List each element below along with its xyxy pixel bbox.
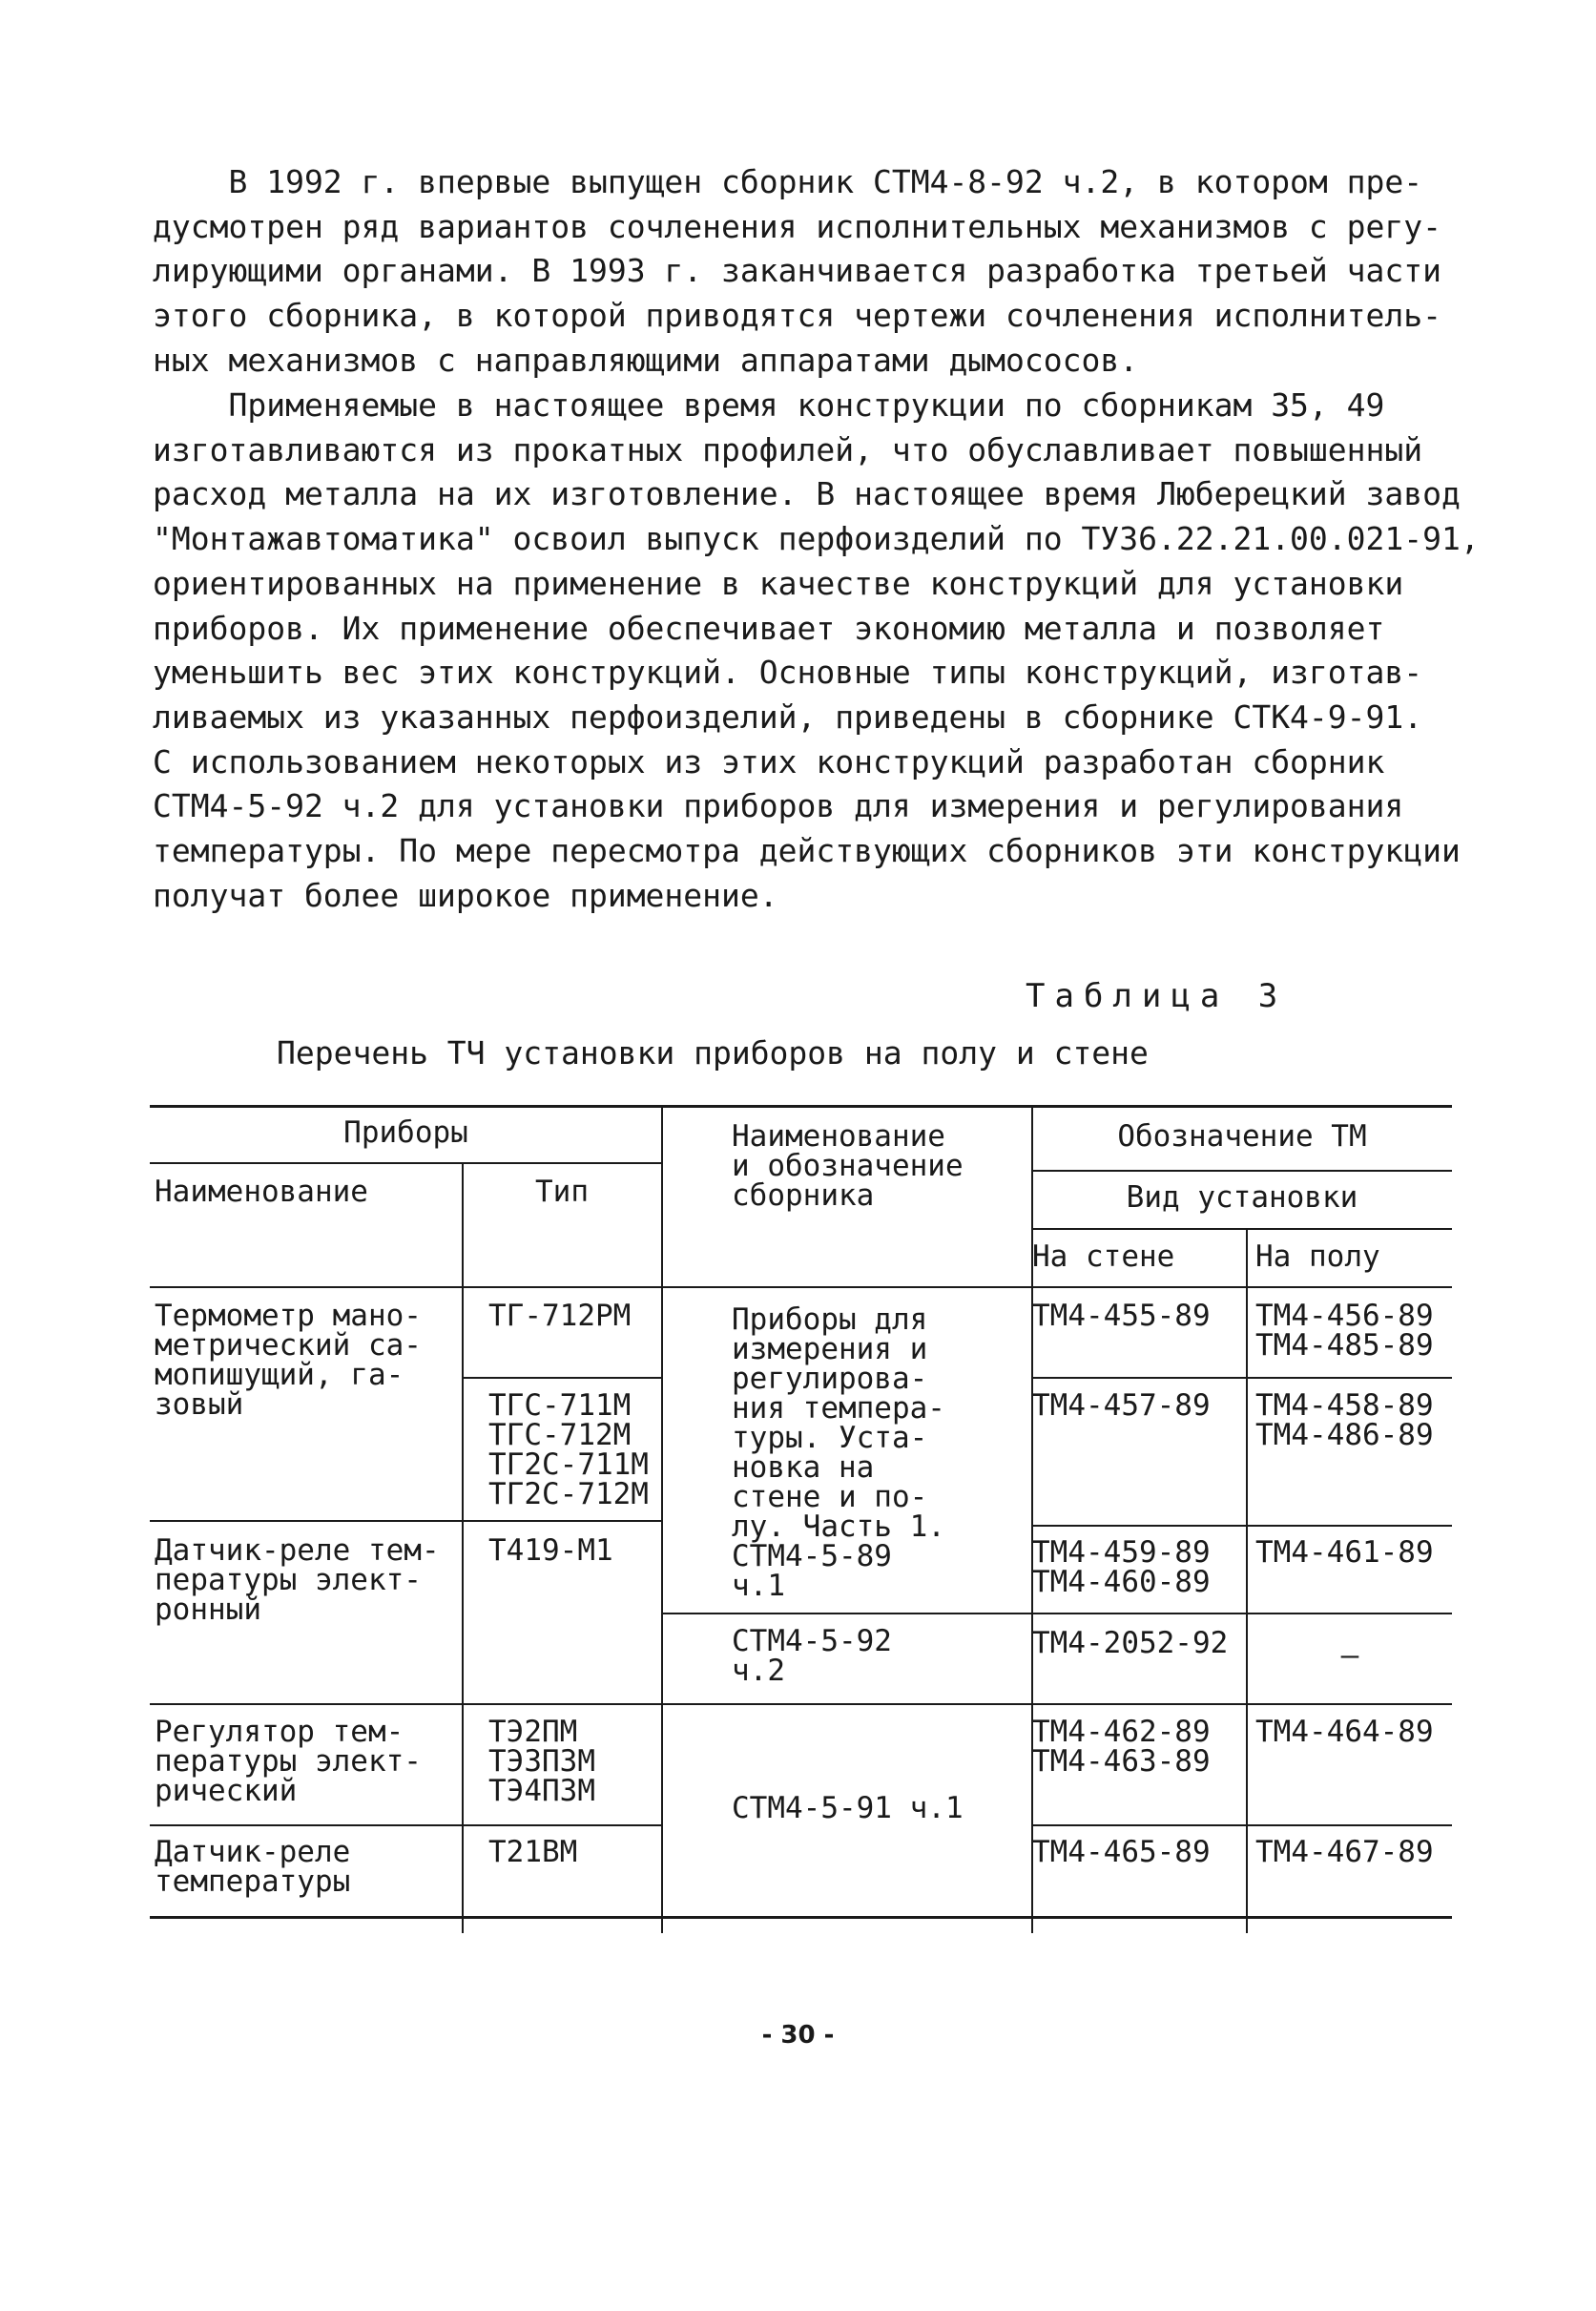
table-rule (1032, 1377, 1452, 1379)
floor-designation-cell: ТМ4-458-89 ТМ4-486-89 (1255, 1388, 1434, 1452)
floor-designation-cell: ТМ4-467-89 (1255, 1835, 1434, 1869)
header-devices: Приборы (343, 1115, 468, 1150)
device-type-cell: ТГ-712РМ (488, 1299, 632, 1333)
collection-cell: СТМ4-5-91 ч.1 (732, 1791, 964, 1825)
table-rule (1032, 1228, 1452, 1230)
header-designation: Обозначение ТМ (1117, 1119, 1367, 1154)
table-rule (150, 1520, 662, 1522)
device-type-cell: ТЭ2ПМ ТЭ3П3М ТЭ4П3М (488, 1715, 595, 1808)
wall-designation-cell: ТМ4-455-89 (1032, 1299, 1211, 1333)
table-col-divider (1246, 1228, 1248, 1933)
floor-designation-cell: ТМ4-464-89 (1255, 1715, 1434, 1749)
device-name-cell: Термометр мано- метрический са- мопишущий, га- зовый (155, 1299, 422, 1422)
header-collection: Наименование и обозначение сборника (732, 1119, 964, 1213)
header-floor: На полу (1255, 1239, 1380, 1274)
table-col-divider (462, 1162, 464, 1933)
table-rule (463, 1377, 662, 1379)
device-name-cell: Датчик-реле температуры (155, 1835, 351, 1899)
device-type-cell: Т21ВМ (488, 1835, 578, 1869)
header-name: Наименование (155, 1175, 368, 1209)
collection-cell: СТМ4-5-92 ч.2 (732, 1624, 892, 1688)
header-type: Тип (535, 1175, 589, 1209)
device-type-cell: ТГС-711М ТГС-712М ТГ2С-711М ТГ2С-712М (488, 1388, 649, 1511)
table-rule (150, 1703, 1452, 1705)
paragraph-2: Применяемые в настоящее время конструкции по сборникам 35, 49 изготавливаются из прокатных профилей, что обуславливает повышенный расход металла на их изготовление. В настоящее время Люберецкий завод "Монтажавтоматика" освоил выпуск перфоизделий по ТУ36.22.21.00.021-91, ориентированных на применение в качестве конструкций для установки приборов. Их применение обеспечивает экономию металла и позволяет уменьшить вес этих конструкций. Основные типы конструкций, изготав- ливаемых из указанных перфоизделий, приведены в сборнике СТК4-9-91. С использованием некоторых из этих конструкций разработан сборник СТМ4-5-92 ч.2 для установки приборов для измерения и регулирования температуры. По мере пересмотра действующих сборников эти конструкции получат более широкое применение. (153, 386, 1480, 914)
wall-designation-cell: ТМ4-462-89 ТМ4-463-89 (1032, 1715, 1211, 1779)
table-header-bottom (150, 1286, 1452, 1288)
page-number: - 30 - (761, 2021, 835, 2050)
table-rule (1032, 1525, 1452, 1527)
paragraph-1: В 1992 г. впервые выпущен сборник СТМ4-8-92 ч.2, в котором пре- дусмотрен ряд вариантов сочленения исполнительных механизмов с регу- лирующими органами. В 1993 г. заканчивается разработка третьей части этого сборника, в которой приводятся чертежи сочленения исполнитель- ных механизмов с направляющими аппаратами дымососов. (153, 163, 1442, 379)
table-top-border (150, 1105, 1452, 1108)
collection-cell: Приборы для измерения и регулирова- ния темпера- туры. Уста- новка на стене и по- лу. Часть 1. СТМ4-5-89 ч.1 (732, 1302, 945, 1603)
table-rule (1032, 1824, 1452, 1826)
table-rule (150, 1824, 662, 1826)
table-rule (662, 1613, 1452, 1614)
floor-designation-cell: ТМ4-456-89 ТМ4-485-89 (1255, 1299, 1434, 1363)
table-title: Перечень ТЧ установки приборов на полу и стене (277, 1034, 1149, 1072)
floor-designation-cell: — (1340, 1638, 1359, 1673)
table-rule (150, 1162, 662, 1164)
table-bottom-border (150, 1916, 1452, 1919)
table-rule (1032, 1170, 1452, 1172)
header-install: Вид установки (1126, 1180, 1358, 1215)
table-col-divider (1031, 1105, 1033, 1933)
device-type-cell: Т419-М1 (488, 1533, 613, 1568)
table-label: Таблица 3 (1026, 977, 1288, 1015)
floor-designation-cell: ТМ4-461-89 (1255, 1535, 1434, 1570)
wall-designation-cell: ТМ4-465-89 (1032, 1835, 1211, 1869)
wall-designation-cell: ТМ4-2052-92 (1032, 1626, 1229, 1660)
header-wall: На стене (1032, 1239, 1175, 1274)
device-name-cell: Регулятор тем- пературы элект- рический (155, 1715, 422, 1808)
wall-designation-cell: ТМ4-459-89 ТМ4-460-89 (1032, 1535, 1211, 1599)
device-name-cell: Датчик-реле тем- пературы элект- ронный (155, 1533, 440, 1627)
table-col-divider (661, 1105, 663, 1933)
wall-designation-cell: ТМ4-457-89 (1032, 1388, 1211, 1423)
